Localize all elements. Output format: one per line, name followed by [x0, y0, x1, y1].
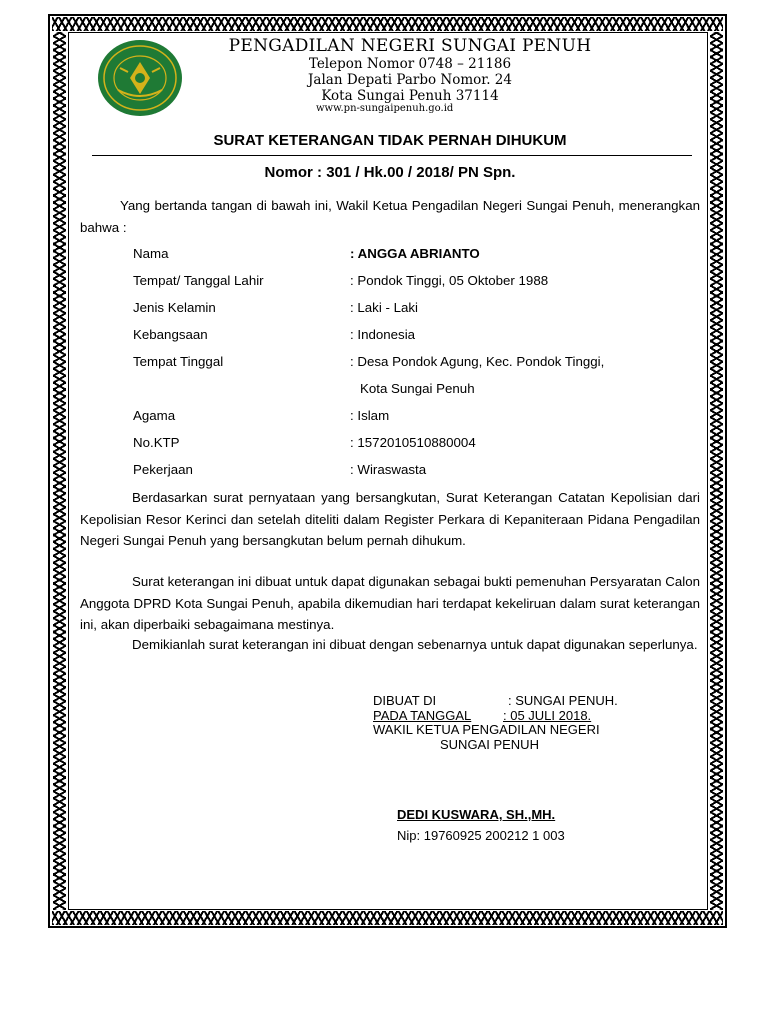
- field-label: Agama: [133, 408, 176, 423]
- field-value: : Indonesia: [350, 327, 416, 342]
- signer-position-line-2: SUNGAI PENUH: [440, 737, 539, 752]
- border-pattern-top: [52, 17, 723, 31]
- signer-nip: Nip: 19760925 200212 1 003: [397, 828, 565, 843]
- field-label: No.KTP: [133, 435, 180, 450]
- field-value: : Desa Pondok Agung, Kec. Pondok Tinggi,: [350, 354, 605, 369]
- field-value: : Wiraswasta: [350, 462, 427, 477]
- border-pattern-bottom: [52, 911, 723, 925]
- document-title: SURAT KETERANGAN TIDAK PERNAH DIHUKUM: [213, 132, 567, 149]
- document-number: Nomor : 301 / Hk.00 / 2018/ PN Spn.: [264, 164, 516, 181]
- field-label: Pekerjaan: [133, 462, 193, 477]
- field-label: Tempat/ Tanggal Lahir: [133, 273, 264, 288]
- date-value: : 05 JULI 2018.: [503, 708, 592, 723]
- intro-paragraph: Yang bertanda tangan di bawah ini, Wakil Ketua Pengadilan Negeri Sungai Penuh, menerangkan bahwa :: [80, 198, 700, 235]
- court-logo: [96, 38, 184, 118]
- signer-position-line-1: WAKIL KETUA PENGADILAN NEGERI: [373, 722, 600, 737]
- court-street: Jalan Depati Parbo Nomor. 24: [308, 72, 512, 88]
- made-at-value: : SUNGAI PENUH.: [508, 693, 618, 708]
- border-pattern-left: [53, 32, 66, 910]
- field-value-continued: Kota Sungai Penuh: [360, 381, 475, 396]
- date-label: PADA TANGGAL: [373, 708, 472, 723]
- body-paragraph-3: Demikianlah surat keterangan ini dibuat dengan sebenarnya untuk dapat digunakan seperlunya.: [132, 637, 698, 652]
- field-value: : ANGGA ABRIANTO: [350, 246, 480, 261]
- field-label: Jenis Kelamin: [133, 300, 216, 315]
- field-value: : Islam: [350, 408, 390, 423]
- court-phone: Telepon Nomor 0748 – 21186: [308, 56, 512, 72]
- border-pattern-right: [710, 32, 723, 910]
- made-at-label: DIBUAT DI: [373, 693, 437, 708]
- field-value: : Laki - Laki: [350, 300, 418, 315]
- body-paragraph-2: Surat keterangan ini dibuat untuk dapat digunakan sebagai bukti pemenuhan Persyaratan Calon Anggota DPRD Kota Sungai Penuh, apabila dikemudian hari terdapat kekeliruan dalam surat keterangan ini, akan diperbaiki sebagaimana mestinya.: [80, 574, 700, 632]
- field-label: Nama: [133, 246, 169, 261]
- court-city: Kota Sungai Penuh 37114: [321, 88, 499, 104]
- field-label: Tempat Tinggal: [133, 354, 224, 369]
- title-rule: [92, 155, 692, 156]
- field-label: Kebangsaan: [133, 327, 208, 342]
- court-website: www.pn-sungaipenuh.go.id: [316, 103, 454, 114]
- body-paragraph-1: Berdasarkan surat pernyataan yang bersangkutan, Surat Keterangan Catatan Kepolisian dari Kepolisian Resor Kerinci dan setelah diteliti dalam Register Perkara di Kepaniteraan Pidana Pengadilan Negeri Sungai Penuh yang bersangkutan belum pernah dihukum.: [80, 490, 700, 548]
- court-name: PENGADILAN NEGERI SUNGAI PENUH: [228, 36, 592, 56]
- field-value: : Pondok Tinggi, 05 Oktober 1988: [350, 273, 549, 288]
- signer-name: DEDI KUSWARA, SH.,MH.: [397, 807, 556, 822]
- field-value: : 1572010510880004: [350, 435, 476, 450]
